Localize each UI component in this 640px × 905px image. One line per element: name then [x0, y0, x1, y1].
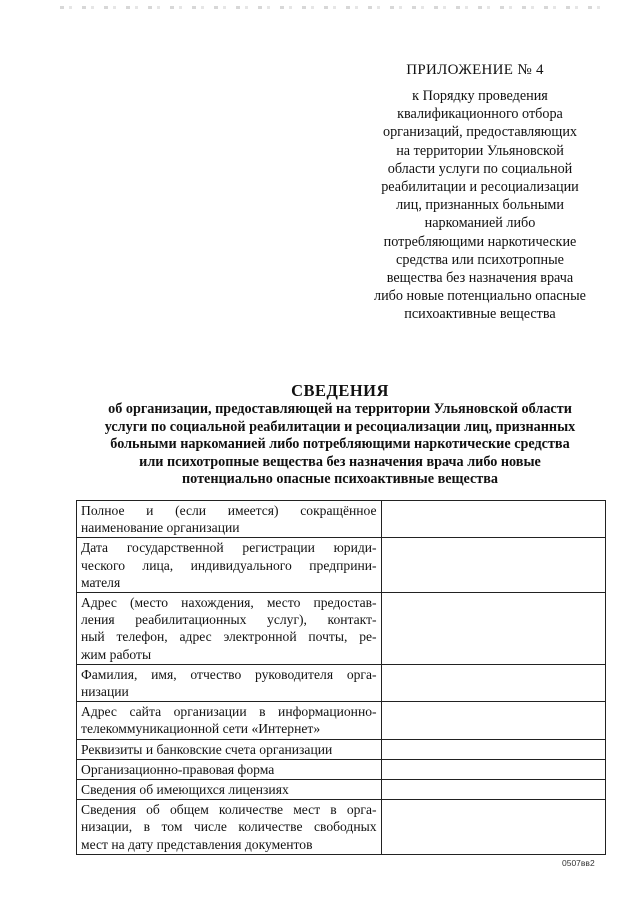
- appendix-subtitle-line: психоактивные вещества: [404, 306, 556, 323]
- row-value-field[interactable]: [381, 664, 605, 701]
- appendix-subtitle-line: организаций, предоставляющих: [382, 124, 578, 141]
- row-label: [77, 702, 382, 739]
- row-label: [77, 664, 382, 701]
- document-subtitle-line: или психотропные вещества без назначения врача либо новые: [139, 453, 541, 470]
- appendix-subtitle-line: средства или психотропные: [396, 251, 564, 268]
- row-value-field[interactable]: [381, 538, 605, 593]
- table-row: [77, 702, 606, 739]
- row-label: [77, 593, 382, 665]
- row-value-field[interactable]: [381, 780, 605, 800]
- table-row: [77, 593, 606, 665]
- row-label: [77, 780, 382, 800]
- document-subtitle-line: больными наркоманией либо потребляющими наркотические средства: [110, 436, 570, 452]
- row-value-field[interactable]: [381, 501, 605, 538]
- row-label-line: низации: [81, 684, 129, 700]
- row-label-line: Дата государственной регистрации юриди-: [81, 540, 377, 556]
- appendix-subtitle-line: наркоманией либо: [424, 215, 536, 232]
- document-subtitle-line: об организации, предоставляющей на территории Ульяновской области: [108, 401, 572, 417]
- appendix-subtitle-line: либо новые потенциально опасные: [374, 288, 586, 305]
- appendix-subtitle-line: области услуги по социальной: [387, 160, 573, 177]
- row-label-line: ческого лица, индивидуального предприни-: [81, 557, 377, 573]
- row-label: [77, 538, 382, 593]
- appendix-subtitle-line: на территории Ульяновской: [396, 142, 564, 159]
- table-row: [77, 800, 606, 855]
- scan-artifact: [60, 6, 600, 9]
- appendix-subtitle-line: к Порядку проведения: [412, 88, 548, 104]
- table-row: [77, 664, 606, 701]
- row-label-line: жим работы: [81, 646, 152, 662]
- appendix-title: ПРИЛОЖЕНИЕ № 4: [406, 62, 544, 78]
- row-value-field[interactable]: [381, 759, 605, 779]
- row-label: [77, 739, 382, 759]
- row-label-line: Адрес сайта организации в информационно-: [81, 704, 377, 720]
- appendix-subtitle-line: реабилитации и ресоциализации: [381, 179, 579, 196]
- table-row: [77, 759, 606, 779]
- row-label: [77, 800, 382, 855]
- row-label-line: телекоммуникационной сети «Интернет»: [81, 721, 321, 737]
- document-heading: [60, 380, 620, 489]
- table-row: [77, 780, 606, 800]
- appendix-subtitle-line: лиц, признанных больными: [396, 197, 564, 214]
- row-label-line: ный телефон, адрес электронной почты, ре-: [81, 629, 377, 645]
- row-label-line: ления реабилитационных услуг), контакт-: [81, 612, 377, 628]
- row-value-field[interactable]: [381, 702, 605, 739]
- document-subtitle: [60, 401, 620, 489]
- organization-info-table: [76, 500, 606, 855]
- row-label-line: Сведения об имеющихся лицензиях: [81, 782, 289, 798]
- row-value-field[interactable]: [381, 739, 605, 759]
- row-label-line: Полное и (если имеется) сокращённое: [81, 503, 377, 518]
- row-label-line: Организационно-правовая форма: [81, 761, 275, 777]
- document-title: СВЕДЕНИЯ: [291, 381, 389, 400]
- document-subtitle-line: потенциально опасные психоактивные вещества: [181, 471, 498, 487]
- appendix-subtitle: [345, 87, 615, 324]
- table-row: [77, 538, 606, 593]
- row-label: [77, 759, 382, 779]
- row-label-line: наименование организации: [81, 520, 240, 536]
- row-label: [77, 501, 382, 538]
- appendix-subtitle-line: потребляющими наркотические: [383, 233, 577, 250]
- row-label-line: низации, в том числе количестве свободных: [81, 819, 377, 835]
- row-value-field[interactable]: [381, 800, 605, 855]
- row-label-line: мателя: [81, 574, 121, 590]
- document-subtitle-line: услуги по социальной реабилитации и ресоциализации лиц, признанных: [104, 418, 576, 435]
- row-label-line: Адрес (место нахождения, место предостав-: [81, 595, 377, 611]
- row-label-line: мест на дату представления документов: [81, 836, 313, 852]
- table-row: [77, 739, 606, 759]
- appendix-subtitle-line: вещества без назначения врача: [386, 270, 574, 287]
- appendix-subtitle-line: квалификационного отбора: [397, 106, 563, 123]
- row-label-line: Реквизиты и банковские счета организации: [81, 741, 333, 757]
- row-label-line: Фамилия, имя, отчество руководителя орга-: [81, 666, 377, 682]
- row-label-line: Сведения об общем количестве мест в орга-: [81, 802, 377, 818]
- row-value-field[interactable]: [381, 593, 605, 665]
- table-row: [77, 501, 606, 538]
- document-stamp: 0507вв2: [562, 858, 595, 868]
